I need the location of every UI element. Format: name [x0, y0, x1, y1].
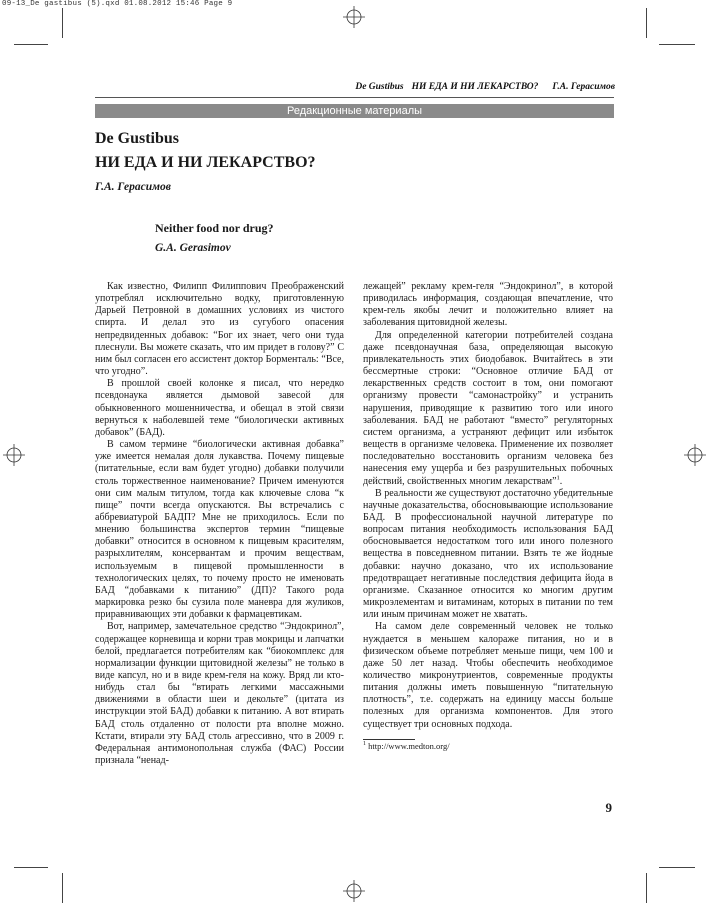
- printer-slug: 09-13_De gastibus (5).qxd 01.08.2012 15:46 Page 9: [2, 0, 233, 8]
- running-header-author: Г.А. Герасимов: [552, 82, 615, 92]
- crop-mark: [62, 8, 63, 38]
- paragraph: лежащей” рекламу крем-геля “Эндокринол”, в которой приводилась информация, создающая впечатление, что крем-гель якобы лечит и положительно влияет на заболевания щитовидной железы.: [363, 281, 613, 329]
- article-author: Г.А. Герасимов: [95, 181, 171, 193]
- article-title: НИ ЕДА И НИ ЛЕКАРСТВО?: [95, 154, 316, 171]
- paragraph: В реальности же существуют достаточно убедительные научные доказательства, обосновывающие использование БАД. В профессиональной научной литературе по вопросам питания необходимость использования БАД обосновывается недостатком того или иного полезного вещества в повседневном питании. Взять те же йодные добавки: научно доказано, что их использование предотвращает негативные последствия дефицита йода в организме. Сказанное относится ко многим другим микроэлементам и витаминам, которых в питании по тем или иным причинам может не хватать.: [363, 487, 613, 621]
- right-column: [363, 281, 613, 752]
- crop-mark: [659, 44, 695, 45]
- running-header: [355, 82, 615, 92]
- registration-mark-icon: [3, 444, 25, 466]
- crop-mark: [62, 873, 63, 903]
- section-banner: Редакционные материалы: [95, 104, 614, 118]
- paragraph: В прошлой своей колонке я писал, что нередко псевдонаука является дымовой завесой для обыкновенного мошенничества, и обещал в этой связи вернуться к наболевшей теме “биологически активных добавок” (БАД).: [95, 378, 344, 438]
- paragraph: Вот, например, замечательное средство “Эндокринол”, содержащее корневища и корни трав мокрицы и лапчатки белой, предлагается потребителям как “биокомплекс для нормализации функции щитовидной железы” не только в виде капсул, но и в виде крем-геля на кожу. Вряд ли кто-нибудь стал бы “втирать легкими массажными движениями в области шеи и декольте” (цитата из инструкции этой БАД) добавки к питанию. А вот втирать БАД столь отдаленно от полости рта вполне можно. Кстати, втирали эту БАД столь агрессивно, что в 2009 г. Федеральная антимонопольная служба (ФАС) России признала “ненад-: [95, 621, 344, 767]
- registration-mark-icon: [684, 444, 706, 466]
- footnote: [363, 740, 613, 752]
- paragraph: Для определенной категории потребителей создана даже псевдонаучная база, определяющая высокую привлекательность этих биодобавок. Вчитайтесь в эти бессмертные строки: “Основное отличие БАД от лекарственных средств состоит в том, они помогают организму провести “самонастройку” и устранить нарушения, приводящие к развитию того или иного заболевания. БАД не работают “вместо” регуляторных систем организма, а устраняют дефицит или избыток веществ в организме человека. Применение их позволяет последовательно восстановить организм человека без нанесения ему ущерба и без разрушительных побочных действий, свойственных многим лекарствам”$^1$.: [363, 329, 613, 487]
- crop-mark: [14, 44, 48, 45]
- footnote-number: 1: [363, 740, 366, 747]
- running-header-title: НИ ЕДА И НИ ЛЕКАРСТВО?: [411, 82, 539, 92]
- crop-mark: [659, 867, 695, 868]
- registration-mark-icon: [343, 6, 365, 28]
- footnote-ref: 1: [556, 474, 560, 482]
- header-rule: [95, 97, 614, 98]
- article-rubric: De Gustibus: [95, 130, 180, 147]
- paragraph: Как известно, Филипп Филиппович Преображенский употреблял исключительно водку, приготовленную Дарьей Петровной в домашних условиях из чистого спирта. И делал это из сугубого опасения непредвиденных добавок: “Бог их знает, чего они туда плеснули. Вы можете сказать, что им придет в голову?” С ним был согласен его ассистент доктор Борменталь: “Все, что угодно”.: [95, 281, 344, 378]
- article-author-en: G.A. Gerasimov: [155, 242, 231, 254]
- registration-mark-icon: [343, 880, 365, 902]
- crop-mark: [14, 867, 48, 868]
- page-number: 9: [605, 800, 612, 815]
- running-header-journal: De Gustibus: [355, 82, 404, 92]
- crop-mark: [646, 873, 647, 903]
- footnote-link[interactable]: http://www.medton.org/: [368, 740, 450, 751]
- paragraph-text: Для определенной категории потребителей создана даже псевдонаучная база, определяющая высокую привлекательность этих биодобавок. Вчитайтесь в эти бессмертные строки: “Основное отличие БАД от лекарственных средств состоит в том, они помогают организму провести “самонастройку” и устранить нарушения, приводящие к развитию того или иного заболевания. БАД не работают “вместо” регуляторных систем организма, а устраняют дефицит или избыток веществ в организме человека. Применение их позволяет последовательно восстановить организм человека без нанесения ему ущерба и без разрушительных побочных действий, свойственных многим лекарствам”: [363, 329, 613, 487]
- crop-mark: [646, 8, 647, 38]
- paragraph: В самом термине “биологически активная добавка” уже имеется немалая доля лукавства. Почему пищевые (питательные, если вам будет угодно) добавки получили столь торжественное наименование? Причем именуются они сим малым титулом, тогда как ключевые слова “к пище” почти всегда опускаются. Вы встречались с аббревиатурой БАДП? Мне не приходилось. Если по мнению большинства экспертов термин “пищевые добавки” относится в основном к пищевым красителям, разрыхлителям, консервантам и прочим веществам, используемым в пищевой промышленности в технологических целях, то почему просто не именовать БАД “добавками к питанию” (ДП)? Такого рода маркировка резко бы сузила поле маневра для жуликов, приравнивающих эти добавки к фармацевтикам.: [95, 439, 344, 621]
- paragraph: На самом деле современный человек не только нуждается в меньшем калораже питания, но и в физическом объеме потребляет меньше пищи, чем 100 и даже 50 лет назад. Чтобы обеспечить необходимое количество микронутриентов, современные продукты питания должны иметь повышенную “питательную плотность”, т.е. содержать на единицу массы больше полезных для организма компонентов. Для этого существует три основных подхода.: [363, 621, 613, 730]
- left-column: [95, 281, 344, 767]
- article-title-en: Neither food nor drug?: [155, 221, 274, 235]
